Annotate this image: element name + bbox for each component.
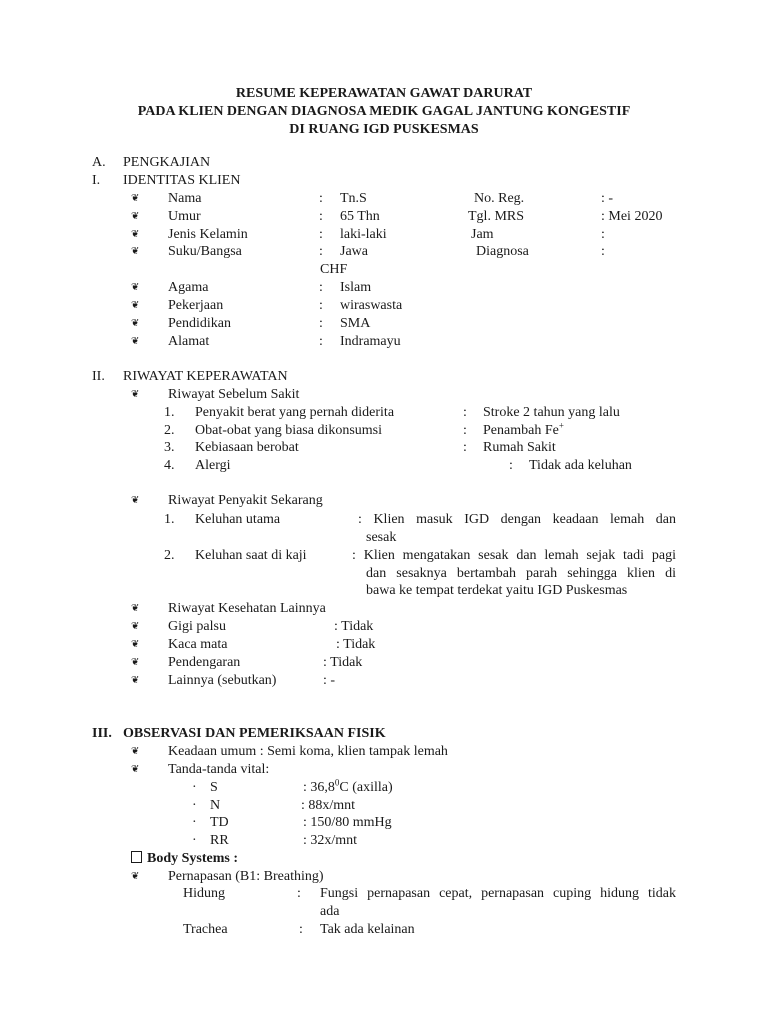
field-colon-diagnosa: : <box>601 244 605 259</box>
field-value-pekerjaan: wiraswasta <box>340 298 403 313</box>
checkbox-square-icon <box>131 851 142 863</box>
dot-bullet-icon: · <box>192 815 197 830</box>
keluhan-utama-line2: sesak <box>366 530 397 545</box>
keluhan-kaji-line3: bawa ke tempat terdekat yaitu IGD Puskesmas <box>366 583 628 598</box>
bullet-icon: ❦ <box>131 764 140 775</box>
field-label-diagnosa: Diagnosa <box>476 244 529 259</box>
bullet-icon: ❦ <box>131 246 140 257</box>
field-value-kaca-mata: : Tidak <box>336 637 376 652</box>
list-item-number: 3. <box>164 440 175 455</box>
bullet-icon: ❦ <box>131 318 140 329</box>
list-item-number: 2. <box>164 423 175 438</box>
list-item-number: 1. <box>164 405 175 420</box>
list-item-number: 1. <box>164 512 175 527</box>
body-systems-heading <box>131 850 238 867</box>
bullet-icon: ❦ <box>131 871 140 882</box>
list-item-number: 2. <box>164 548 175 563</box>
doc-title-line2: PADA KLIEN DENGAN DIAGNOSA MEDIK GAGAL JANTUNG KONGESTIF <box>137 104 631 119</box>
superscript-plus: + <box>558 420 564 431</box>
riwayat-kesehatan-lainnya-heading: Riwayat Kesehatan Lainnya <box>168 601 326 616</box>
field-label-agama: Agama <box>168 280 209 295</box>
field-label-alamat: Alamat <box>168 334 210 349</box>
field-label-umur: Umur <box>168 209 201 224</box>
field-value-suku-bangsa: Jawa <box>340 244 368 259</box>
riwayat-sebelum-sakit-heading: Riwayat Sebelum Sakit <box>168 387 300 402</box>
hidung-label: Hidung <box>183 886 225 901</box>
field-label-pendengaran: Pendengaran <box>168 655 241 670</box>
keluhan-kaji-line2: dan sesaknya bertambah parah sehingga klien di <box>366 566 676 581</box>
vital-value-s-pre: : 36,8 <box>303 780 335 795</box>
doc-title-line1: RESUME KEPERAWATAN GAWAT DARURAT <box>235 86 533 101</box>
list-item-label: Penyakit berat yang pernah diderita <box>195 405 395 420</box>
hidung-line2: ada <box>320 904 340 919</box>
doc-title-line3: DI RUANG IGD PUSKESMAS <box>289 122 479 137</box>
field-colon: : <box>319 227 323 242</box>
field-label-pendidikan: Pendidikan <box>168 316 231 331</box>
field-colon: : <box>319 298 323 313</box>
bullet-icon: ❦ <box>131 675 140 686</box>
field-label-nama: Nama <box>168 191 202 206</box>
vital-label-td: TD <box>210 815 229 830</box>
field-colon: : <box>299 922 303 937</box>
tanda-tanda-vital-heading: Tanda-tanda vital: <box>168 762 270 777</box>
field-label-kaca-mata: Kaca mata <box>168 637 228 652</box>
dot-bullet-icon: · <box>192 780 197 795</box>
list-item-label: Alergi <box>195 458 231 473</box>
list-item-label: Kebiasaan berobat <box>195 440 299 455</box>
keluhan-kaji-line1: : Klien mengatakan sesak dan lemah sejak tadi pagi <box>352 548 676 563</box>
vital-value-rr: : 32x/mnt <box>303 833 358 848</box>
field-value-pendidikan: SMA <box>340 316 371 331</box>
superscript-degree: 0 <box>334 777 340 788</box>
field-label-lainnya: Lainnya (sebutkan) <box>168 673 277 688</box>
vital-value-s-post: C (axilla) <box>339 780 393 795</box>
field-label-tgl-mrs: Tgl. MRS <box>468 209 525 224</box>
section-1-heading: IDENTITAS KLIEN <box>123 173 241 188</box>
list-item-value <box>483 422 564 439</box>
trachea-label: Trachea <box>183 922 228 937</box>
list-item-value: Rumah Sakit <box>483 440 556 455</box>
vital-label-rr: RR <box>210 833 229 848</box>
field-value-jam: : <box>601 227 605 242</box>
vital-value-td: : 150/80 mmHg <box>303 815 392 830</box>
vital-label-n: N <box>210 798 221 813</box>
field-colon: : <box>319 316 323 331</box>
keluhan-kaji-label: Keluhan saat di kaji <box>195 548 307 563</box>
field-colon: : <box>509 458 513 473</box>
keadaan-umum: Keadaan umum : Semi koma, klien tampak lemah <box>168 744 448 759</box>
keluhan-utama-label: Keluhan utama <box>195 512 281 527</box>
list-item-value: Tidak ada keluhan <box>529 458 632 473</box>
section-1-number: I. <box>92 173 101 188</box>
section-a-number: A. <box>92 155 106 170</box>
field-value-umur: 65 Thn <box>340 209 380 224</box>
field-colon: : <box>463 405 467 420</box>
field-label-suku-bangsa: Suku/Bangsa <box>168 244 242 259</box>
field-colon: : <box>297 886 301 901</box>
section-3-heading: OBSERVASI DAN PEMERIKSAAN FISIK <box>123 726 386 741</box>
field-label-jenis-kelamin: Jenis Kelamin <box>168 227 248 242</box>
section-3-number: III. <box>92 726 112 741</box>
bullet-icon: ❦ <box>131 389 140 400</box>
field-value-no-reg: : - <box>601 191 614 206</box>
field-colon: : <box>319 244 323 259</box>
field-colon: : <box>319 334 323 349</box>
field-value-jenis-kelamin: laki-laki <box>340 227 387 242</box>
vital-value-s <box>303 779 393 796</box>
vital-label-s: S <box>210 780 218 795</box>
trachea-value: Tak ada kelainan <box>320 922 415 937</box>
field-value-diagnosa: CHF <box>320 262 348 277</box>
field-value-nama: Tn.S <box>340 191 367 206</box>
bullet-icon: ❦ <box>131 621 140 632</box>
field-colon: : <box>463 423 467 438</box>
field-value-gigi-palsu: : Tidak <box>334 619 374 634</box>
field-value-pendengaran: : Tidak <box>323 655 363 670</box>
section-2-number: II. <box>92 369 105 384</box>
bullet-icon: ❦ <box>131 336 140 347</box>
field-colon: : <box>319 280 323 295</box>
field-label-jam: Jam <box>471 227 494 242</box>
riwayat-sekarang-heading: Riwayat Penyakit Sekarang <box>168 493 323 508</box>
section-2-heading: RIWAYAT KEPERAWATAN <box>123 369 288 384</box>
field-value-lainnya: : - <box>323 673 336 688</box>
bullet-icon: ❦ <box>131 229 140 240</box>
keluhan-utama-line1: : Klien masuk IGD dengan keadaan lemah dan <box>358 512 676 527</box>
pernapasan-heading: Pernapasan (B1: Breathing) <box>168 869 324 884</box>
field-label-no-reg: No. Reg. <box>474 191 525 206</box>
list-item-number: 4. <box>164 458 175 473</box>
hidung-line1: Fungsi pernapasan cepat, pernapasan cuping hidung tidak <box>320 886 676 901</box>
bullet-icon: ❦ <box>131 603 140 614</box>
field-value-agama: Islam <box>340 280 372 295</box>
list-item-label: Obat-obat yang biasa dikonsumsi <box>195 423 383 438</box>
field-colon: : <box>319 209 323 224</box>
field-value-tgl-mrs: : Mei 2020 <box>601 209 663 224</box>
bullet-icon: ❦ <box>131 282 140 293</box>
bullet-icon: ❦ <box>131 193 140 204</box>
dot-bullet-icon: · <box>192 833 197 848</box>
field-value-alamat: Indramayu <box>340 334 401 349</box>
vital-value-n: : 88x/mnt <box>301 798 356 813</box>
field-label-gigi-palsu: Gigi palsu <box>168 619 226 634</box>
bullet-icon: ❦ <box>131 639 140 650</box>
body-systems-label: Body Systems : <box>147 851 239 866</box>
field-colon: : <box>319 191 323 206</box>
dot-bullet-icon: · <box>192 798 197 813</box>
bullet-icon: ❦ <box>131 300 140 311</box>
bullet-icon: ❦ <box>131 211 140 222</box>
bullet-icon: ❦ <box>131 657 140 668</box>
list-item-value-text: Penambah Fe <box>483 423 559 438</box>
field-label-pekerjaan: Pekerjaan <box>168 298 224 313</box>
list-item-value: Stroke 2 tahun yang lalu <box>483 405 620 420</box>
field-colon: : <box>463 440 467 455</box>
bullet-icon: ❦ <box>131 746 140 757</box>
section-a-heading: PENGKAJIAN <box>123 155 211 170</box>
bullet-icon: ❦ <box>131 495 140 506</box>
